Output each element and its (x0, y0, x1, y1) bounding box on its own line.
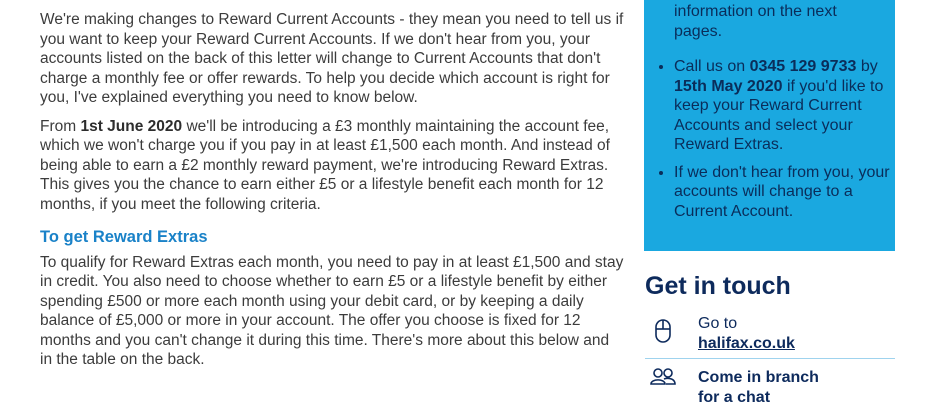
phone-number[interactable]: 0345 129 9733 (749, 58, 857, 75)
website-link[interactable]: halifax.co.uk (698, 334, 795, 352)
intro-paragraph: We're making changes to Reward Current Accounts - they mean you need to tell us if you want to keep your Reward Current Accounts. If we don't hear from you, your accounts listed on the back of this letter will change to Current Accounts that don't charge a monthly fee or offer rewards. To help you decide which account is right for you, I've explained everything you need to know below. (40, 11, 624, 106)
get-in-touch-title: Get in touch (645, 272, 791, 300)
reward-extras-heading: To get Reward Extras (40, 228, 208, 246)
contact-branch-row (645, 368, 895, 408)
info-callout-box (644, 0, 895, 251)
fee-start-date: 1st June 2020 (80, 117, 183, 135)
callout-bullet-default: • If we don't hear from you, your accounts will change to a Current Account. (674, 163, 904, 222)
fee-paragraph (40, 117, 625, 215)
deadline-date: 15th May 2020 (674, 77, 783, 95)
branch-text: Come in branch for a chat (698, 369, 819, 406)
callout-bullet-call (674, 57, 904, 155)
mouse-icon (649, 318, 677, 346)
fee-text-rest: we'll be introducing a £3 monthly maintaining the account fee, which we won't charge you if you pay in at least £1,500 each month. And instead of being able to earn a £2 monthly reward payment, we're introducing Reward Extras. This gives you the chance to earn either £5 or a lifestyle benefit each month for 12 months, if you meet the following criteria. (40, 117, 610, 213)
contact-website-row (645, 314, 895, 359)
call-by-text: by (856, 58, 878, 75)
call-text: Call us on (674, 58, 750, 75)
callout-continued-text: information on the next pages. (674, 3, 837, 40)
go-to-label: Go to (698, 315, 738, 332)
fee-text-start: From (40, 117, 81, 135)
call-reason-text: if you'd like to keep your Reward Current Accounts and select your Reward Extras. (674, 77, 884, 153)
people-icon (649, 366, 677, 394)
reward-extras-paragraph: To qualify for Reward Extras each month, you need to pay in at least £1,500 and stay in credit. You also need to choose whether to earn £5 or a lifestyle benefit by either spending £500 or more each month using your debit card, or by keeping a daily balance of £5,000 or more in your account. The offer you choose is fixed for 12 months and you can't change it during this time. There's more about this below and in the table on the back. (40, 253, 624, 368)
website-text (698, 314, 795, 353)
callout-bullets (658, 57, 904, 229)
letter-body (40, 10, 625, 379)
